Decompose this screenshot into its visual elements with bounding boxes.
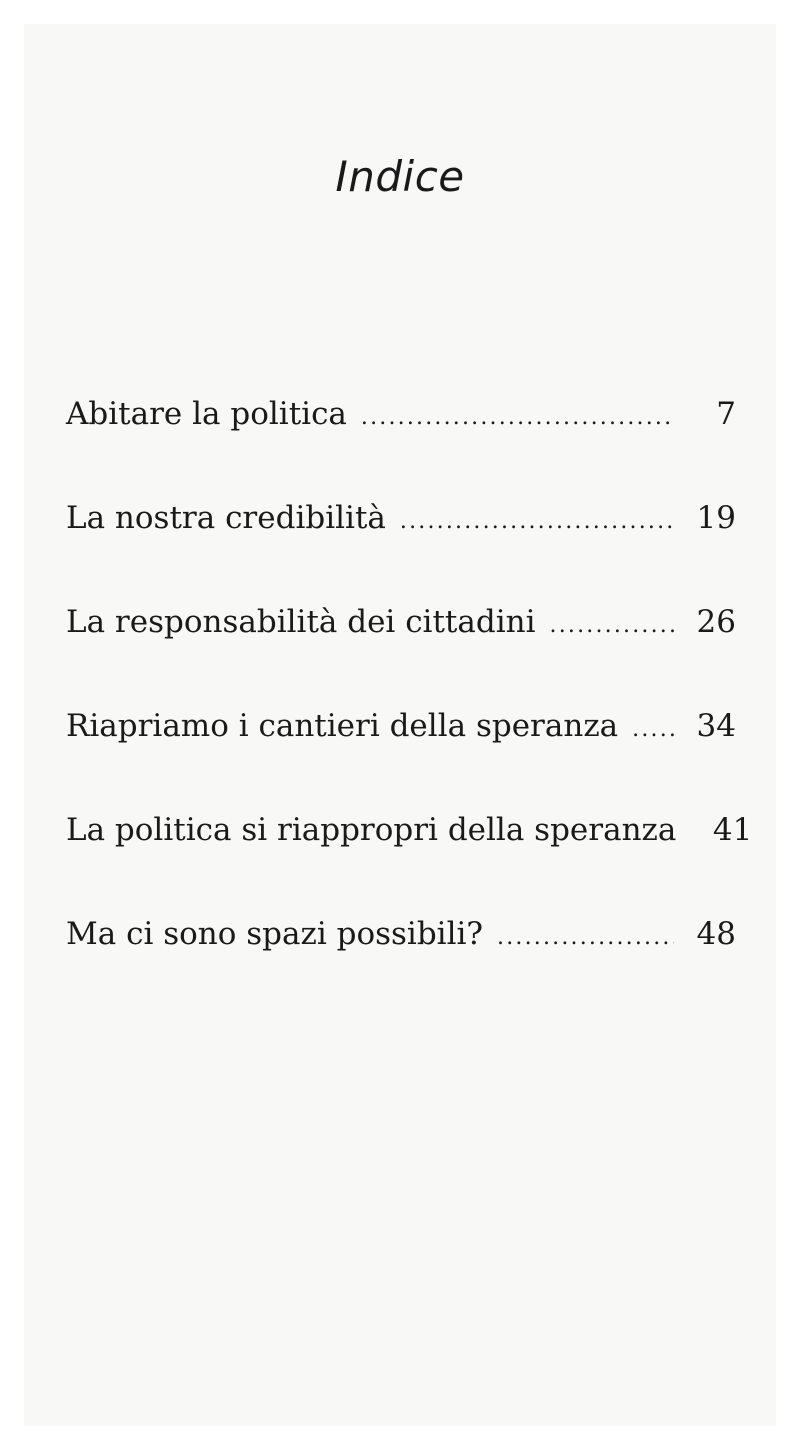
toc-entry-title: Riapriamo i cantieri della speranza (66, 708, 619, 744)
toc-entry-title: Ma ci sono spazi possibili? (66, 916, 484, 952)
toc-entry (66, 396, 736, 500)
toc-entry-title: La politica si riappropri della speranza (66, 812, 677, 848)
toc-entry-title: La responsabilità dei cittadini (66, 604, 536, 640)
toc-entry (66, 604, 736, 708)
toc-entry (66, 708, 736, 812)
table-of-contents (66, 396, 753, 1020)
toc-entry-page: 41 (712, 812, 753, 848)
toc-entry-title: La nostra credibilità (66, 500, 386, 536)
dot-leader (497, 925, 674, 950)
page-title: Indice (335, 152, 465, 201)
toc-entry-page: 7 (716, 396, 736, 432)
toc-entry (66, 812, 753, 916)
toc-entry-page: 26 (696, 604, 736, 640)
dot-leader (361, 405, 674, 430)
toc-entry (66, 500, 736, 604)
dot-leader (550, 613, 674, 638)
dot-leader (632, 717, 674, 742)
book-page (24, 24, 776, 1426)
toc-entry-page: 19 (696, 500, 736, 536)
toc-entry-page: 48 (696, 916, 736, 952)
toc-entry-page: 34 (696, 708, 736, 744)
toc-entry-title: Abitare la politica (66, 396, 347, 432)
dot-leader (400, 509, 674, 534)
toc-entry (66, 916, 736, 1020)
